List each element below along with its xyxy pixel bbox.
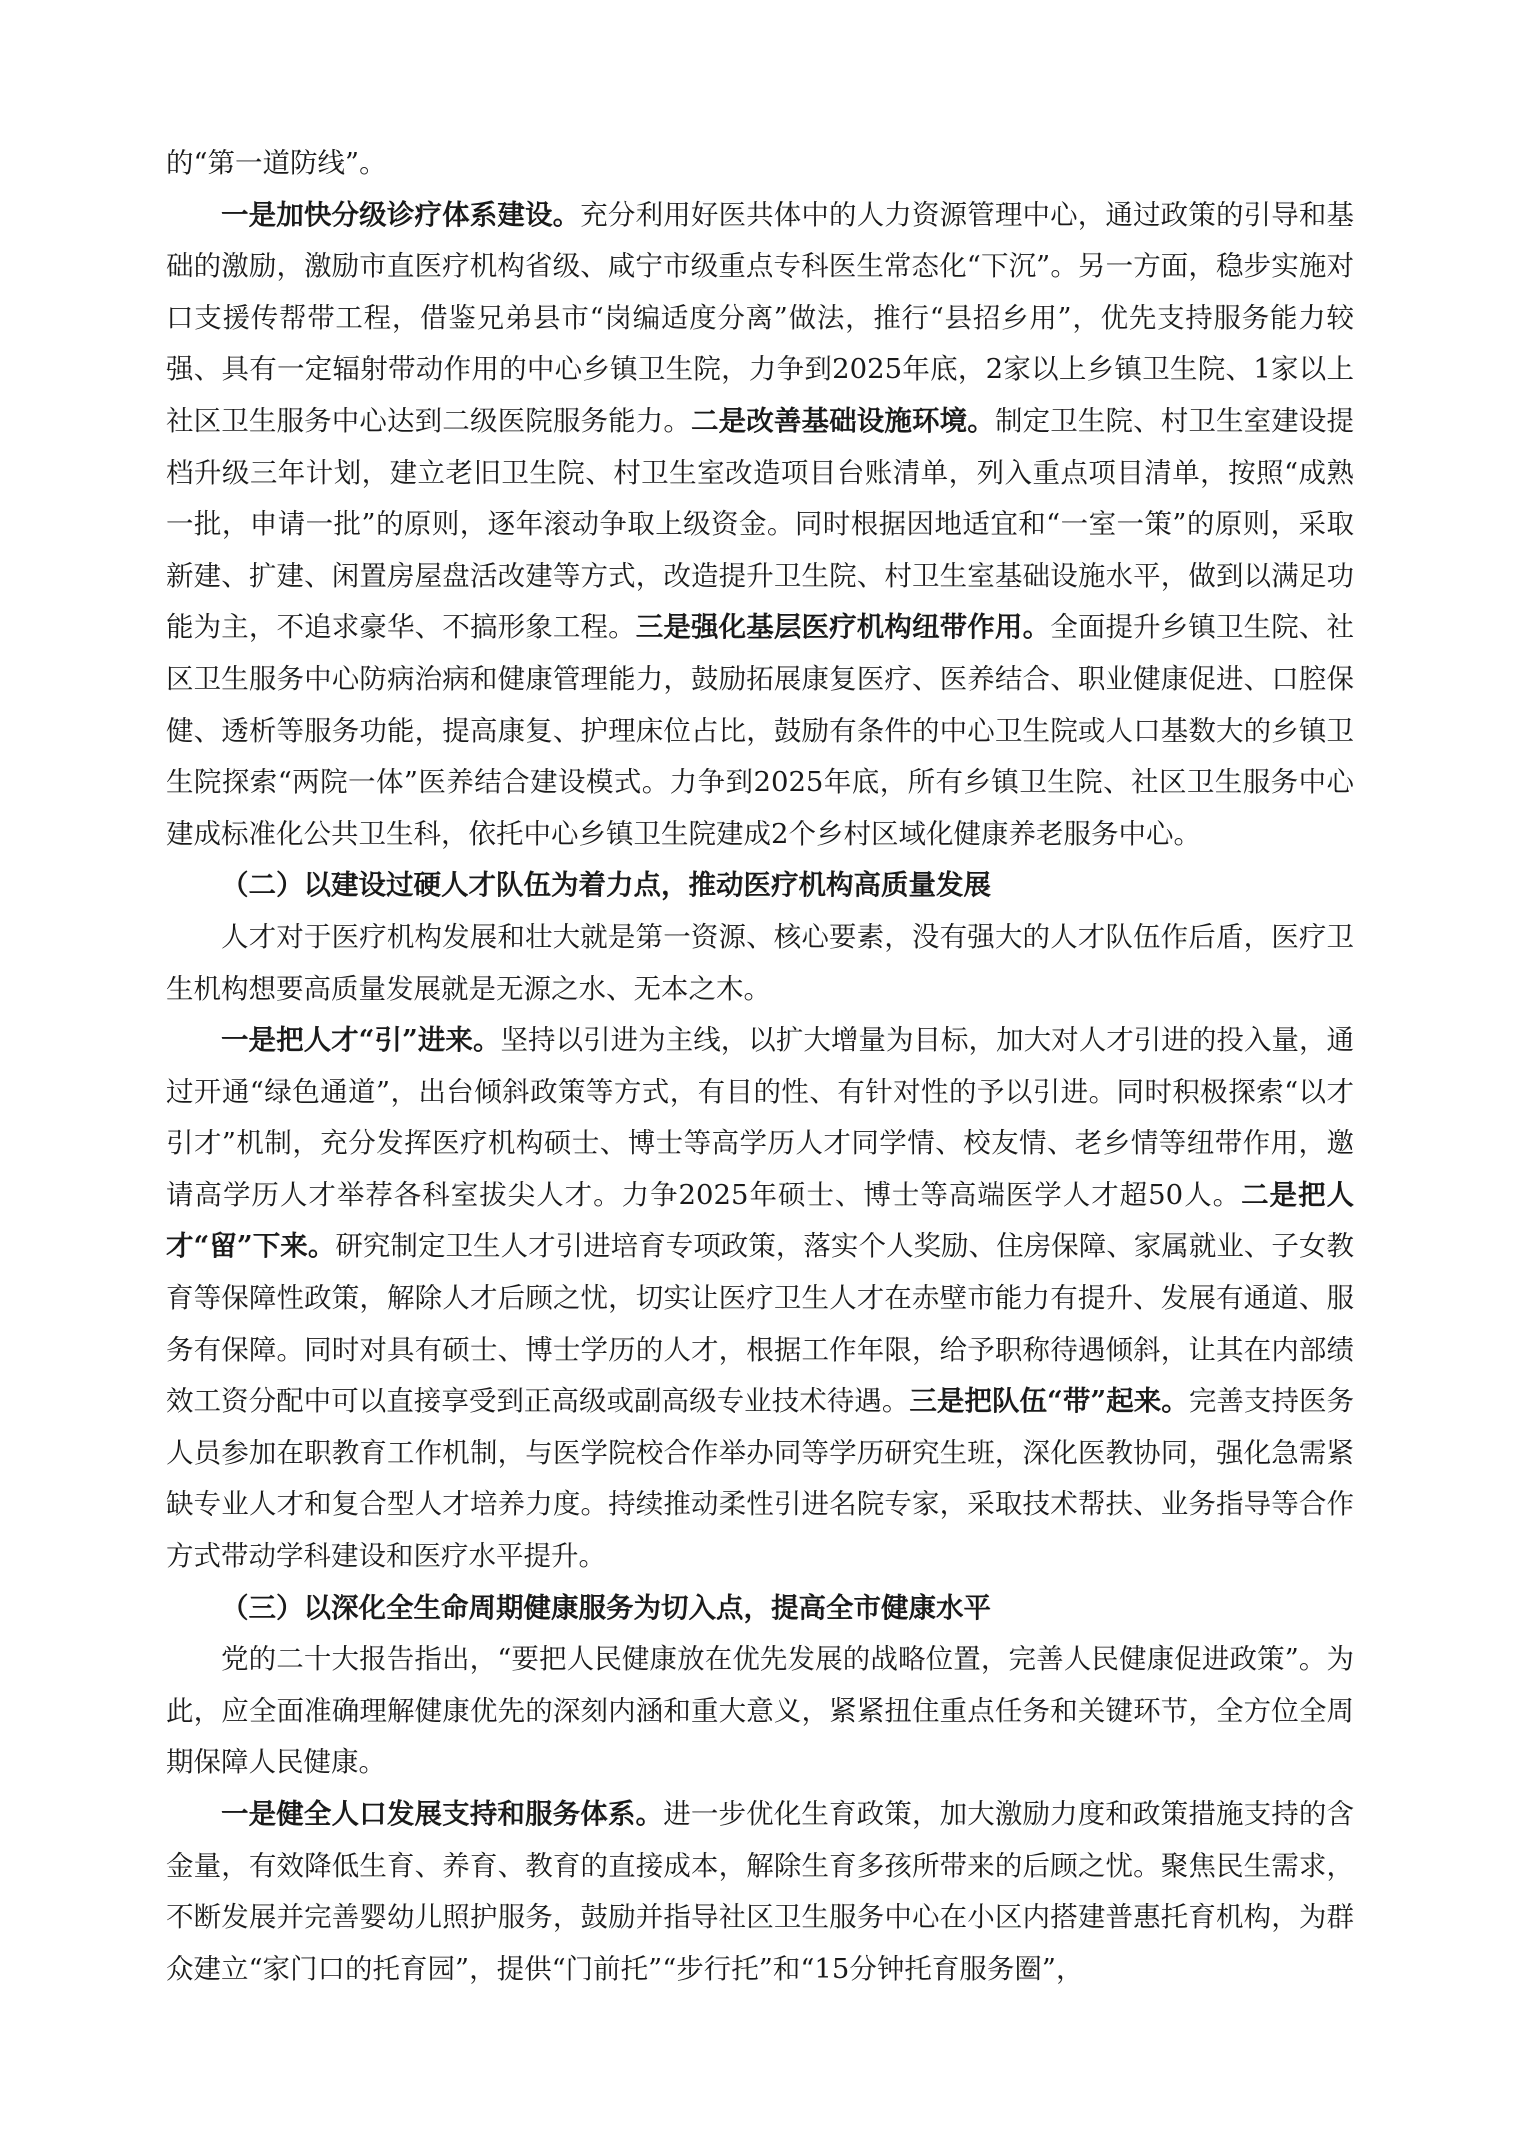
bold-lead-text: （二）以建设过硬人才队伍为着力点，推动医疗机构高质量发展 — [221, 869, 991, 902]
paragraph-text: 完善支持医务人员参加在职教育工作机制，与医学院校合作举办同等学历研究生班，深化医教协同，强化急需紧缺专业人才和复合型人才培养力度。持续推动柔性引进名院专家，采取技术帮扶、业务指导等合作方式带动学科建设和医疗水平提升。 — [166, 1385, 1355, 1573]
paragraph-text: 的“第一道防线”。 — [166, 147, 387, 179]
paragraph-text: 党的二十大报告指出，“要把人民健康放在优先发展的战略位置，完善人民健康促进政策”。为此，应全面准确理解健康优先的深刻内涵和重大意义，紧紧扭住重点任务和关键环节，全方位全周期保障人民健康。 — [166, 1643, 1354, 1779]
bold-lead-text: 二是改善基础设施环境。 — [691, 404, 995, 437]
paragraph-text: 坚持以引进为主线，以扩大增量为目标，加大对人才引进的投入量，通过开通“绿色通道”，出台倾斜政策等方式，有目的性、有针对性的予以引进。同时积极探索“以才引才”机制，充分发挥医疗机构硕士、博士等高学历人才同学情、校友情、老乡情等纽带作用，邀请高学历人才举荐各科室拔尖人才。力争2025年硕士、博士等高端医学人才超50人。 — [166, 1024, 1354, 1211]
paragraph-text: 全面提升乡镇卫生院、社区卫生服务中心防病治病和健康管理能力，鼓励拓展康复医疗、医养结合、职业健康促进、口腔保健、透析等服务功能，提高康复、护理床位占比，鼓励有条件的中心卫生院或人口基数大的乡镇卫生院探索“两院一体”医养结合建设模式。力争到2025年底，所有乡镇卫生院、社区卫生服务中心建成标准化公共卫生科，依托中心乡镇卫生院建成2个乡村区域化健康养老服务中心。 — [166, 611, 1355, 850]
paragraph-text: 充分利用好医共体中的人力资源管理中心，通过政策的引导和基础的激励，激励市直医疗机构省级、咸宁市级重点专科医生常态化“下沉”。另一方面，稳步实施对口支援传帮带工程，借鉴兄弟县市“岗编适度分离”做法，推行“县招乡用”，优先支持服务能力较强、具有一定辐射带动作用的中心乡镇卫生院，力争到2025年底，2家以上乡镇卫生院、1家以上社区卫生服务中心达到二级医院服务能力。 — [166, 198, 1355, 437]
bold-lead-text: 一是加快分级诊疗体系建设。 — [221, 198, 581, 231]
document-page — [166, 138, 1354, 1995]
body-paragraph — [166, 1789, 1354, 1995]
section-heading — [166, 1583, 1354, 1635]
paragraph-text: 人才对于医疗机构发展和壮大就是第一资源、核心要素，没有强大的人才队伍作后盾，医疗卫生机构想要高质量发展就是无源之水、无本之木。 — [166, 920, 1354, 1005]
paragraph-text: 进一步优化生育政策，加大激励力度和政策措施支持的含金量，有效降低生育、养育、教育的直接成本，解除生育多孩所带来的后顾之忧。聚焦民生需求，不断发展并完善婴幼儿照护服务，鼓励并指导社区卫生服务中心在小区内搭建普惠托育机构，为群众建立“家门口的托育园”，提供“门前托”“步行托”和“15分钟托育服务圈”， — [166, 1798, 1355, 1985]
bold-lead-text: 一是把人才“引”进来。 — [221, 1024, 501, 1057]
section-heading — [166, 860, 1354, 912]
body-paragraph — [166, 1634, 1354, 1789]
paragraph-text: 研究制定卫生人才引进培育专项政策，落实个人奖励、住房保障、家属就业、子女教育等保障性政策，解除人才后顾之忧，切实让医疗卫生人才在赤壁市能力有提升、发展有通道、服务有保障。同时对具有硕士、博士学历的人才，根据工作年限，给予职称待遇倾斜，让其在内部绩效工资分配中可以直接享受到正高级或副高级专业技术待遇。 — [166, 1230, 1354, 1418]
body-paragraph — [166, 912, 1354, 1015]
body-paragraph — [166, 1015, 1354, 1583]
paragraph-text: 制定卫生院、村卫生室建设提档升级三年计划，建立老旧卫生院、村卫生室改造项目台账清单，列入重点项目清单，按照“成熟一批，申请一批”的原则，逐年滚动争取上级资金。同时根据因地适宜和“一室一策”的原则，采取新建、扩建、闲置房屋盘活改建等方式，改造提升卫生院、村卫生室基础设施水平，做到以满足功能为主，不追求豪华、不搞形象工程。 — [166, 404, 1355, 644]
bold-lead-text: 三是把队伍“带”起来。 — [909, 1385, 1189, 1418]
bold-lead-text: 一是健全人口发展支持和服务体系。 — [221, 1798, 664, 1830]
bold-lead-text: 三是强化基层医疗机构纽带作用。 — [635, 611, 1051, 644]
body-paragraph — [166, 190, 1354, 861]
body-paragraph — [166, 138, 1354, 190]
bold-lead-text: 二是把人才“留”下来。 — [166, 1178, 1355, 1263]
bold-lead-text: （三）以深化全生命周期健康服务为切入点，提高全市健康水平 — [221, 1591, 991, 1624]
